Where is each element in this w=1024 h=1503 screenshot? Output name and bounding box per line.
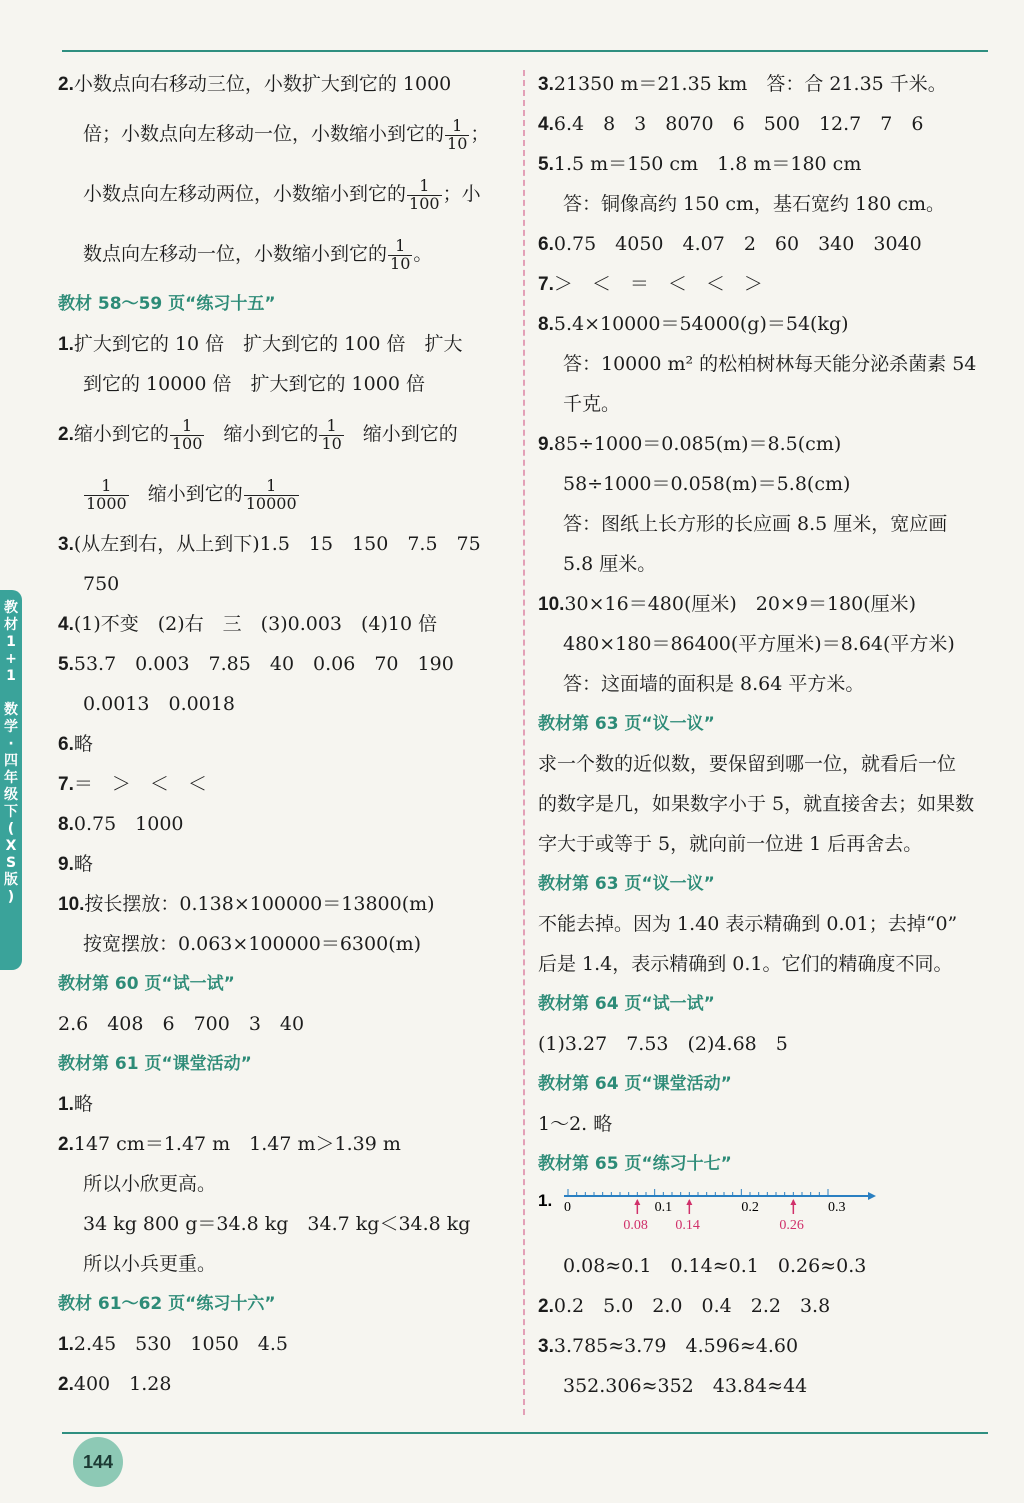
fraction [319, 415, 343, 453]
answer-line [538, 304, 993, 344]
answer-text: 0.2 5.0 2.0 0.4 2.2 3.8 [553, 1295, 831, 1317]
answer-text: ；小 [442, 183, 481, 205]
answer-line: 的数字是几，如果数字小于 5，就直接舍去；如果数 [538, 793, 975, 815]
answer-line [58, 844, 516, 884]
answer-text: 扩大到它的 10 倍 扩大到它的 100 倍 扩大 [73, 333, 463, 355]
answer-text: 。 [413, 243, 433, 265]
answer-line [538, 584, 993, 624]
answer-line [538, 104, 993, 144]
answer-text: 147 cm＝1.47 m 1.47 m＞1.39 m [73, 1133, 401, 1155]
answer-text: 5.4×10000＝54000(g)＝54(kg) [553, 313, 849, 335]
item-number: 4. [538, 114, 554, 135]
answer-line [538, 64, 993, 104]
item-number: 2. [58, 1374, 74, 1395]
answer-text: 小数点向左移动两位，小数缩小到它的 [83, 183, 407, 205]
numerator: 1 [244, 478, 299, 496]
answer-text: 缩小到它的 [147, 483, 243, 505]
item-number: 1. [58, 1334, 74, 1355]
fraction [445, 115, 469, 153]
item-number: 3. [538, 74, 554, 95]
answer-line: 5.8 厘米。 [563, 553, 657, 575]
answer-text: 缩小到它的 [362, 423, 458, 445]
side-tab-label: 教 材 1 + 1 数 学 · 四 年 级 下 ( X S 版 ) [4, 600, 18, 905]
item-number: 5. [538, 154, 554, 175]
answer-text: (从左到右，从上到下)1.5 15 150 7.5 75 [73, 533, 481, 555]
answer-text: 1.5 m＝150 cm 1.8 m＝180 cm [553, 153, 862, 175]
section-heading: 教材第 64 页“试一试” [538, 994, 715, 1014]
denominator: 1000 [86, 493, 127, 513]
section-heading: 教材第 60 页“试一试” [58, 974, 235, 994]
section-heading: 教材第 63 页“议一议” [538, 714, 715, 734]
answer-text: 略 [73, 853, 93, 875]
item-number: 2. [58, 424, 74, 445]
page-number: 144 [73, 1437, 123, 1487]
number-line-pointer-head [634, 1199, 640, 1205]
item-number: 6. [538, 234, 554, 255]
number-line-mark-label: 0.26 [779, 1218, 804, 1233]
denominator: 10 [321, 433, 342, 453]
answer-text: ＞ ＜ ＝ ＜ ＜ ＞ [553, 273, 763, 295]
fraction [84, 475, 129, 513]
number-line [538, 1184, 993, 1246]
fraction [407, 175, 442, 213]
answer-line: 1～2. 略 [538, 1113, 613, 1135]
numerator: 1 [84, 478, 129, 496]
answer-line: 不能去掉。因为 1.40 表示精确到 0.01；去掉“0” [538, 913, 958, 935]
answer-line [538, 264, 993, 304]
number-line-mark-label: 0.08 [623, 1218, 648, 1233]
number-line-tick-label: 0.3 [828, 1200, 846, 1215]
answer-text: 30×16＝480(厘米) 20×9＝180(厘米) [564, 593, 917, 615]
answer-text: ＝ ＞ ＜ ＜ [73, 773, 207, 795]
answer-line: 后是 1.4，表示精确到 0.1。它们的精确度不同。 [538, 953, 953, 975]
answer-line: 到它的 10000 倍 扩大到它的 1000 倍 [83, 373, 425, 395]
denominator: 10 [447, 133, 468, 153]
number-line-arrow [868, 1192, 876, 1200]
answer-line: 352.306≈352 43.84≈44 [563, 1375, 808, 1397]
item-number: 2. [58, 74, 74, 95]
item-number: 8. [538, 314, 554, 335]
answer-text: 倍；小数点向左移动一位，小数缩小到它的 [83, 123, 445, 145]
answer-line [538, 144, 993, 184]
right-column [538, 64, 993, 1406]
answer-text: 0.75 4050 4.07 2 60 340 3040 [553, 233, 922, 255]
denominator: 100 [409, 193, 440, 213]
answer-text: 3.785≈3.79 4.596≈4.60 [553, 1335, 799, 1357]
answer-text: 数点向左移动一位，小数缩小到它的 [83, 243, 388, 265]
column-divider [523, 70, 525, 1415]
answer-line: 750 [83, 573, 120, 595]
answer-text: 2.45 530 1050 4.5 [73, 1333, 288, 1355]
item-number: 3. [58, 534, 74, 555]
answer-text: 400 1.28 [73, 1373, 172, 1395]
answer-line [58, 464, 516, 524]
answer-line: 480×180＝86400(平方厘米)＝8.64(平方米) [563, 633, 955, 655]
answer-line [58, 164, 516, 224]
item-number: 1. [58, 1094, 74, 1115]
answer-line [58, 404, 516, 464]
item-number: 9. [58, 854, 74, 875]
item-number: 2. [538, 1296, 554, 1317]
answer-line [58, 764, 516, 804]
section-heading: 教材第 61 页“课堂活动” [58, 1054, 252, 1074]
numerator: 1 [170, 418, 205, 436]
numerator: 1 [445, 118, 469, 136]
answer-text: 53.7 0.003 7.85 40 0.06 70 190 [73, 653, 454, 675]
denominator: 10 [390, 253, 411, 273]
fraction [388, 235, 412, 273]
answer-line: 字大于或等于 5，就向前一位进 1 后再舍去。 [538, 833, 923, 855]
answer-text: 按长摆放：0.138×100000＝13800(m) [84, 893, 435, 915]
answer-line [58, 224, 516, 284]
answer-text: 缩小到它的 [223, 423, 319, 445]
fraction [170, 415, 205, 453]
answer-line [538, 1286, 993, 1326]
numerator: 1 [407, 178, 442, 196]
answer-line [58, 604, 516, 644]
denominator: 10000 [245, 493, 297, 513]
item-number: 3. [538, 1336, 554, 1357]
bottom-rule [62, 1432, 988, 1434]
item-number: 4. [58, 614, 74, 635]
answer-line: 0.08≈0.1 0.14≈0.1 0.26≈0.3 [563, 1255, 867, 1277]
left-column [58, 64, 516, 1404]
number-line-tick-label: 0.1 [654, 1200, 673, 1215]
section-heading: 教材 58～59 页“练习十五” [58, 294, 276, 314]
answer-text: 21350 m＝21.35 km 答：合 21.35 千米。 [553, 73, 947, 95]
section-heading: 教材第 64 页“课堂活动” [538, 1074, 732, 1094]
answer-line: 千克。 [563, 393, 621, 415]
number-line-pointer-head [790, 1199, 796, 1205]
fraction [244, 475, 299, 513]
answer-line: 按宽摆放：0.063×100000＝6300(m) [83, 933, 422, 955]
answer-line: 答：图纸上长方形的长应画 8.5 厘米，宽应画 [563, 513, 948, 535]
answer-line: 答：10000 m² 的松柏树林每天能分泌杀菌素 54 [563, 353, 977, 375]
answer-line [58, 644, 516, 684]
answer-text: 6.4 8 3 8070 6 500 12.7 7 6 [553, 113, 924, 135]
answer-line [538, 224, 993, 264]
answer-line [58, 324, 516, 364]
side-tab [0, 590, 22, 970]
item-number: 1. [58, 334, 74, 355]
number-line-mark-label: 0.14 [675, 1218, 700, 1233]
answer-line: 58÷1000＝0.058(m)＝5.8(cm) [563, 473, 851, 495]
answer-line [58, 724, 516, 764]
answer-text: 小数点向右移动三位，小数扩大到它的 1000 [73, 73, 452, 95]
answer-line [58, 104, 516, 164]
item-number: 7. [58, 774, 74, 795]
item-number: 7. [538, 274, 554, 295]
answer-line [58, 1124, 516, 1164]
answer-line: 求一个数的近似数，要保留到哪一位，就看后一位 [538, 753, 957, 775]
item-number: 8. [58, 814, 74, 835]
top-rule [62, 50, 988, 52]
answer-line: 所以小兵更重。 [83, 1253, 217, 1275]
denominator: 100 [171, 433, 203, 453]
answer-line: 34 kg 800 g＝34.8 kg 34.7 kg＜34.8 kg [83, 1213, 471, 1235]
answer-line [58, 524, 516, 564]
answer-line [538, 424, 993, 464]
answer-line [58, 1364, 516, 1404]
item-number: 5. [58, 654, 74, 675]
answer-text: (1)不变 (2)右 三 (3)0.003 (4)10 倍 [73, 613, 438, 635]
answer-line [58, 64, 516, 104]
section-heading: 教材 61～62 页“练习十六” [58, 1294, 276, 1314]
answer-line [58, 804, 516, 844]
answer-line: 答：这面墙的面积是 8.64 平方米。 [563, 673, 865, 695]
item-number: 10. [58, 894, 85, 915]
answer-text: 略 [73, 733, 93, 755]
answer-text: 0.75 1000 [73, 813, 184, 835]
number-line-svg [538, 1184, 878, 1246]
item-number: 10. [538, 594, 565, 615]
answer-line [58, 1324, 516, 1364]
answer-text: ； [470, 123, 490, 145]
section-heading: 教材第 65 页“练习十七” [538, 1154, 732, 1174]
answer-line: (1)3.27 7.53 (2)4.68 5 [538, 1033, 788, 1055]
number-line-tick-label: 0.2 [741, 1200, 759, 1215]
answer-line: 答：铜像高约 150 cm，基石宽约 180 cm。 [563, 193, 946, 215]
answer-line [538, 1326, 993, 1366]
item-number: 1. [538, 1191, 553, 1210]
answer-text: 85÷1000＝0.085(m)＝8.5(cm) [553, 433, 842, 455]
answer-text: 略 [73, 1093, 93, 1115]
numerator: 1 [388, 238, 412, 256]
answer-line: 所以小欣更高。 [83, 1173, 217, 1195]
number-line-pointer-head [686, 1199, 692, 1205]
answer-line: 0.0013 0.0018 [83, 693, 235, 715]
answer-text: 缩小到它的 [73, 423, 169, 445]
item-number: 2. [58, 1134, 74, 1155]
answer-line [58, 884, 516, 924]
item-number: 6. [58, 734, 74, 755]
number-line-tick-label: 0 [564, 1200, 571, 1215]
item-number: 9. [538, 434, 554, 455]
answer-line: 2.6 408 6 700 3 40 [58, 1013, 305, 1035]
answer-line [58, 1084, 516, 1124]
numerator: 1 [319, 418, 343, 436]
section-heading: 教材第 63 页“议一议” [538, 874, 715, 894]
